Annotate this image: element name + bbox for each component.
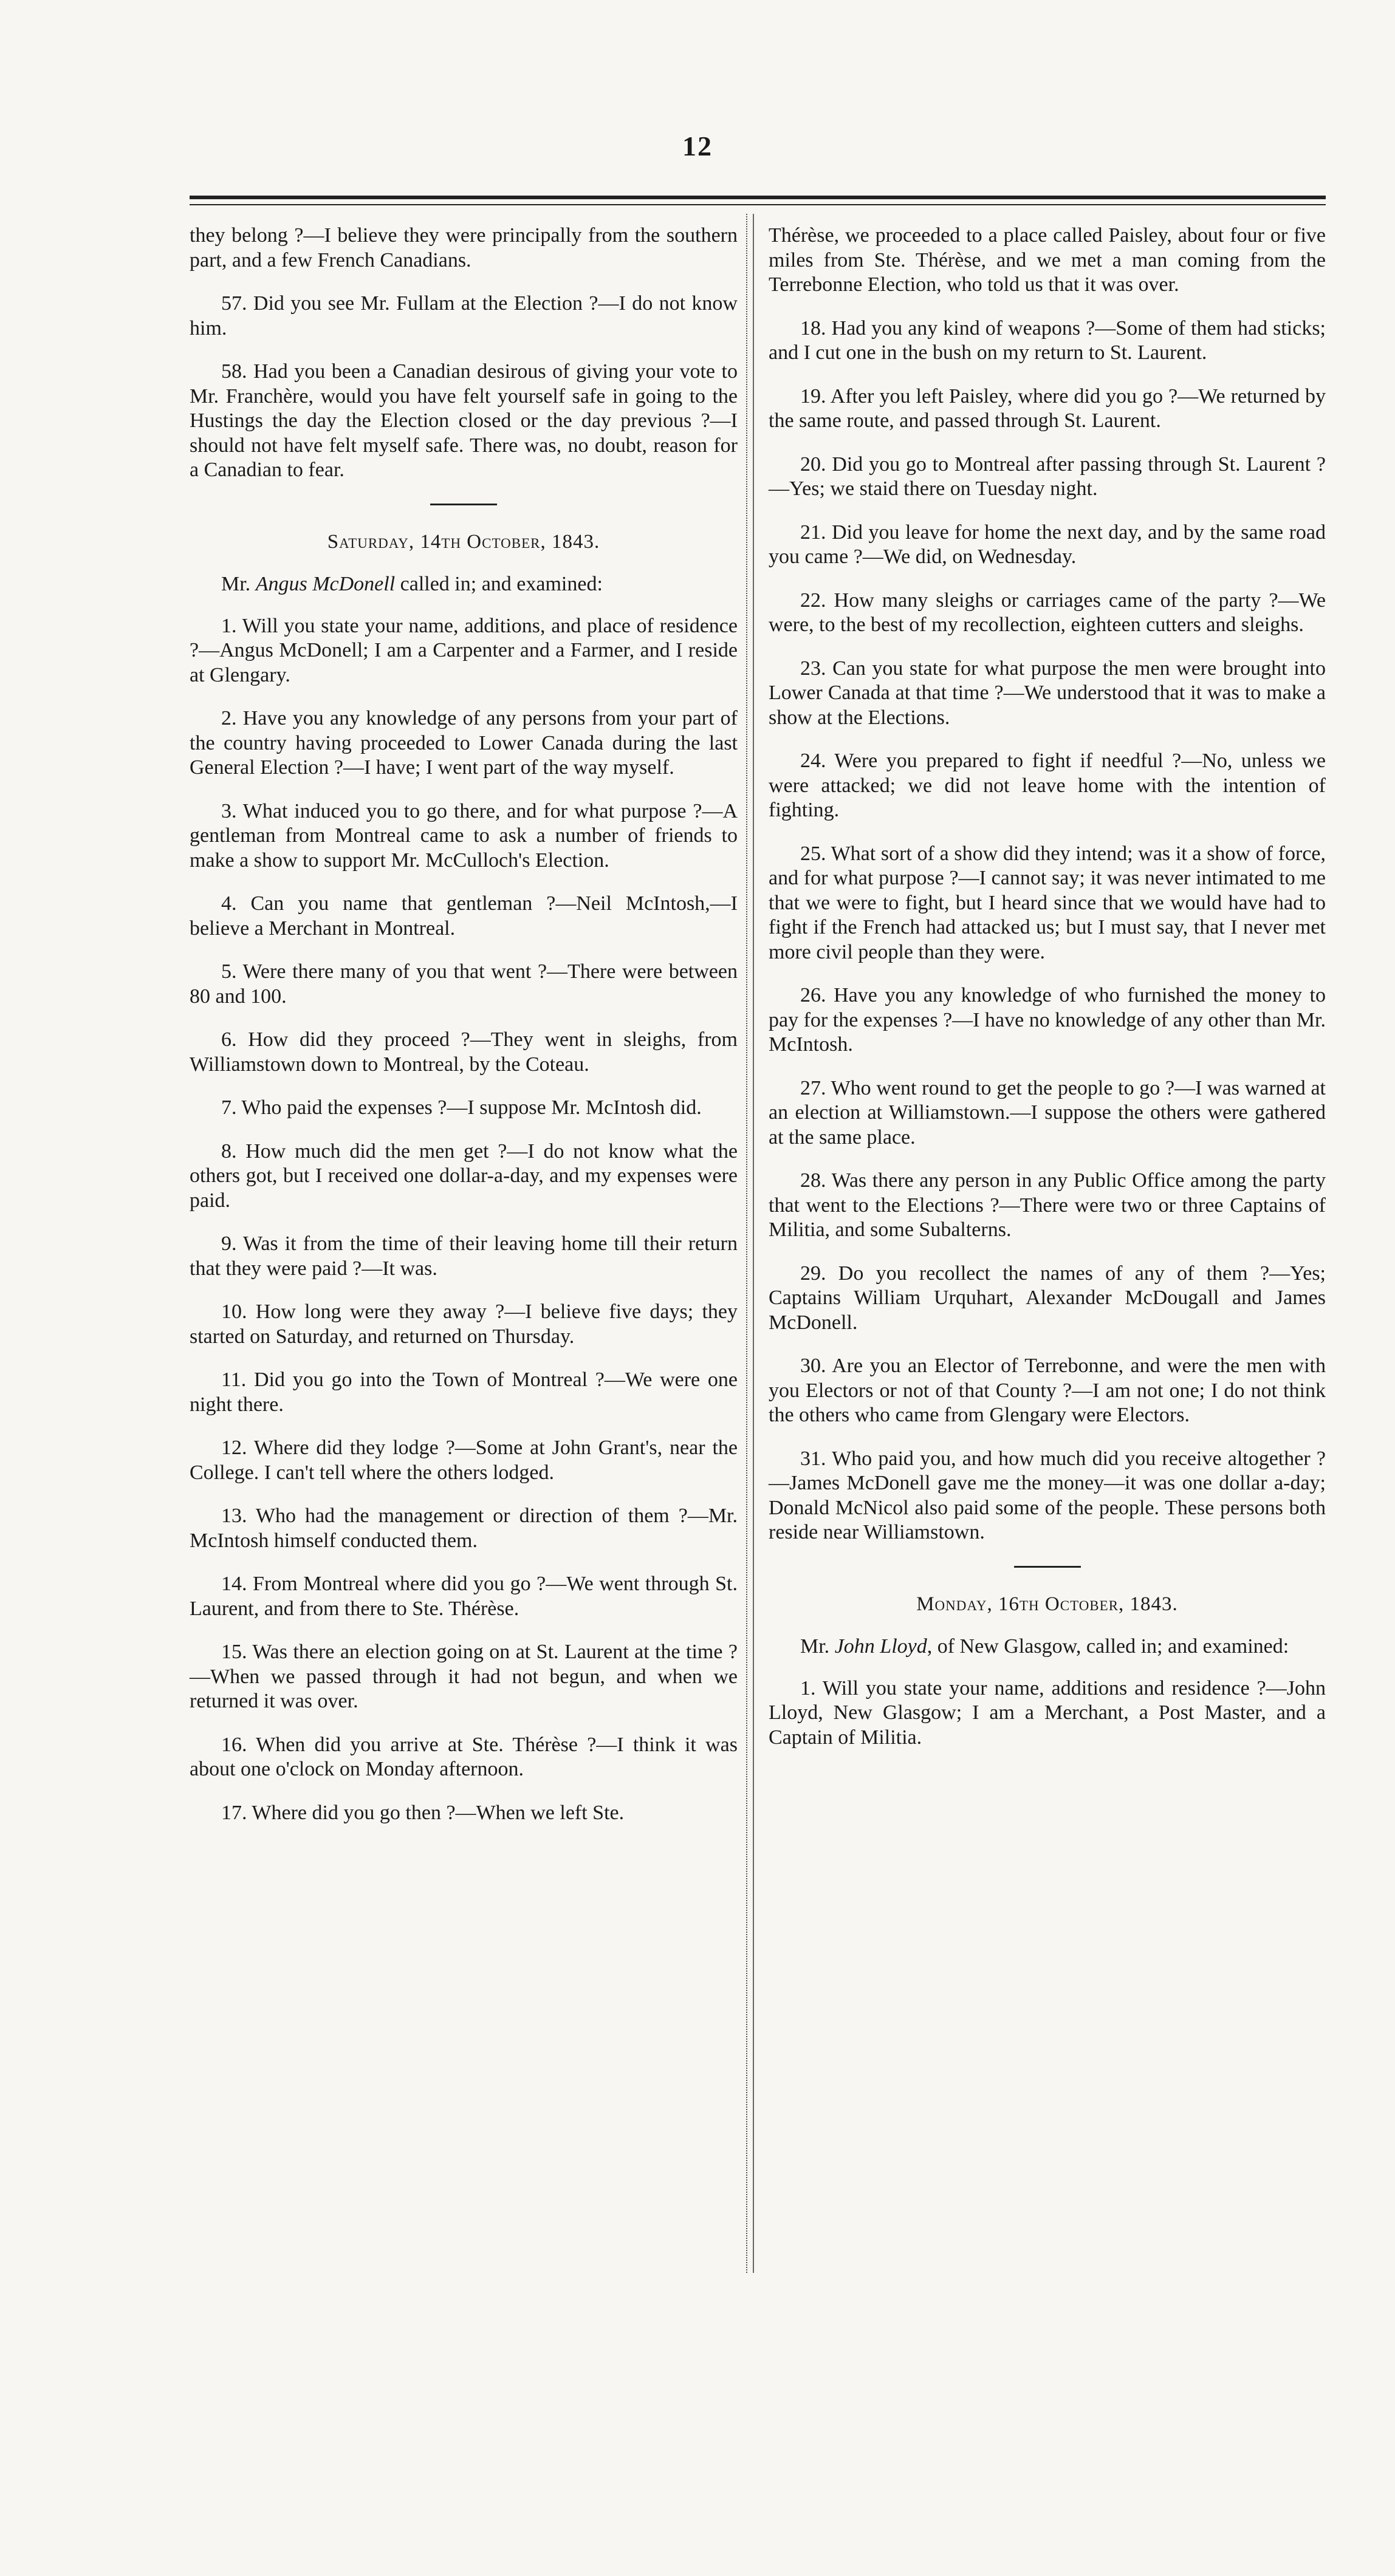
page-number: 12 [682, 131, 713, 162]
section-separator-rule [430, 504, 497, 505]
testimony-paragraph: 27. Who went round to get the people to go ?—I was warned at an election at Williamstown.—I suppose the others were gathered at the same place. [769, 1076, 1326, 1149]
witness-intro-prefix: Mr. [800, 1635, 835, 1658]
testimony-paragraph: 20. Did you go to Montreal after passing through St. Laurent ?—Yes; we staid there on Tuesday night. [769, 453, 1326, 500]
testimony-paragraph: 9. Was it from the time of their leaving home till their return that they were paid ?—It was. [190, 1232, 738, 1280]
section-heading [769, 1592, 1326, 1617]
section-separator-rule [1014, 1566, 1081, 1568]
witness-intro-suffix: called in; and examined: [395, 573, 603, 595]
testimony-paragraph: 1. Will you state your name, additions and residence ?—John Lloyd, New Glasgow; I am a Merchant, a Post Master, and a Captain of Militia. [769, 1676, 1326, 1749]
witness-name: John Lloyd [834, 1635, 927, 1658]
witness-intro [769, 1635, 1326, 1659]
testimony-paragraph: 2. Have you any knowledge of any persons from your part of the country having proceeded to Lower Canada during the last General Election ?—I have; I went part of the way myself. [190, 707, 738, 779]
testimony-paragraph: 23. Can you state for what purpose the men were brought into Lower Canada at that time ?—We understood that it was to make a show at the Elections. [769, 657, 1326, 729]
column-divider-solid [753, 214, 756, 2273]
testimony-paragraph: 10. How long were they away ?—I believe five days; they started on Saturday, and returned on Thursday. [190, 1300, 738, 1348]
testimony-paragraph: 28. Was there any person in any Public Office among the party that went to the Elections ?—There were two or three Captains of Militia, and some Subalterns. [769, 1169, 1326, 1241]
testimony-paragraph: 24. Were you prepared to fight if needful ?—No, unless we were attacked; we did not leave home with the intention of fighting. [769, 750, 1326, 821]
testimony-paragraph: 1. Will you state your name, additions, and place of residence ?—Angus McDonell; I am a Carpenter and a Farmer, and I reside at Glengary. [190, 614, 738, 686]
testimony-paragraph: 31. Who paid you, and how much did you receive altogether ?—James McDonell gave me the money—it was one dollar a-day; Donald McNicol also paid some of the people. These persons both reside near Williamstown. [769, 1447, 1326, 1543]
testimony-paragraph: 21. Did you leave for home the next day, and by the same road you came ?—We did, on Wednesday. [769, 521, 1326, 568]
testimony-paragraph: 3. What induced you to go there, and for what purpose ?—A gentleman from Montreal came to ask a number of friends to make a show to support Mr. McCulloch's Election. [190, 799, 738, 872]
testimony-paragraph: 16. When did you arrive at Ste. Thérèse ?—I think it was about one o'clock on Monday afternoon. [190, 1733, 738, 1780]
testimony-paragraph: 25. What sort of a show did they intend; was it a show of force, and for what purpose ?—I cannot say; it was never intimated to me that we were to fight, but I heard since that we would have had to fight if the French had attacked us; but I must say, that I never met more civil people than they were. [769, 842, 1326, 963]
testimony-paragraph: 26. Have you any knowledge of who furnished the money to pay for the expenses ?—I have no knowledge of any other than Mr. McIntosh. [769, 984, 1326, 1056]
testimony-paragraph: 11. Did you go into the Town of Montreal ?—We were one night there. [190, 1368, 738, 1416]
testimony-paragraph: Thérèse, we proceeded to a place called Paisley, about four or five miles from Ste. Thérèse, and we met a man coming from the Terrebonne Election, who told us that it was over. [769, 224, 1326, 296]
left-column [190, 224, 738, 1844]
testimony-paragraph: 15. Was there an election going on at St. Laurent at the time ?—When we passed through it had not begun, and when we returned it was over. [190, 1641, 738, 1712]
header-rule-thin [190, 204, 1326, 205]
testimony-paragraph: 5. Were there many of you that went ?—There were between 80 and 100. [190, 960, 738, 1008]
testimony-paragraph: they belong ?—I believe they were principally from the southern part, and a few French Canadians. [190, 224, 738, 272]
testimony-paragraph: 19. After you left Paisley, where did you go ?—We returned by the same route, and passed through St. Laurent. [769, 384, 1326, 432]
testimony-paragraph: 14. From Montreal where did you go ?—We went through St. Laurent, and from there to Ste. Thérèse. [190, 1573, 738, 1620]
testimony-paragraph: 57. Did you see Mr. Fullam at the Election ?—I do not know him. [190, 292, 738, 340]
column-divider-dotted [746, 214, 750, 2273]
header-rule-thick [190, 196, 1326, 199]
testimony-paragraph: 30. Are you an Elector of Terrebonne, and were the men with you Electors or not of that County ?—I am not one; I do not think the others who came from Glengary were Electors. [769, 1355, 1326, 1426]
section-heading-text: Monday, 16th October, 1843. [916, 1593, 1178, 1615]
testimony-paragraph: 6. How did they proceed ?—They went in sleighs, from Williamstown down to Montreal, by the Coteau. [190, 1028, 738, 1076]
testimony-paragraph: 4. Can you name that gentleman ?—Neil McIntosh,—I believe a Merchant in Montreal. [190, 892, 738, 940]
testimony-paragraph: 29. Do you recollect the names of any of them ?—Yes; Captains William Urquhart, Alexander McDougall and James McDonell. [769, 1262, 1326, 1334]
testimony-paragraph: 12. Where did they lodge ?—Some at John Grant's, near the College. I can't tell where the others lodged. [190, 1437, 738, 1484]
testimony-paragraph: 18. Had you any kind of weapons ?—Some of them had sticks; and I cut one in the bush on my return to St. Laurent. [769, 316, 1326, 364]
testimony-paragraph: 8. How much did the men get ?—I do not know what the others got, but I received one dollar-a-day, and my expenses were paid. [190, 1139, 738, 1212]
testimony-paragraph: 13. Who had the management or direction of them ?—Mr. McIntosh himself conducted them. [190, 1505, 738, 1552]
witness-intro-prefix: Mr. [221, 573, 256, 595]
right-column [769, 224, 1326, 1769]
section-heading-text: Saturday, 14th October, 1843. [327, 530, 600, 553]
witness-intro-suffix: , of New Glasgow, called in; and examined: [927, 1635, 1289, 1658]
section-heading [190, 530, 738, 555]
testimony-paragraph: 7. Who paid the expenses ?—I suppose Mr. McIntosh did. [221, 1096, 702, 1119]
witness-intro [190, 572, 738, 597]
testimony-paragraph: 17. Where did you go then ?—When we left Ste. [221, 1801, 625, 1824]
testimony-paragraph: 58. Had you been a Canadian desirous of giving your vote to Mr. Franchère, would you have felt yourself safe in going to the Hustings the day the Election closed or the day previous ?—I should not have felt myself safe. There was, no doubt, reason for a Canadian to fear. [190, 360, 738, 481]
witness-name: Angus McDonell [255, 573, 396, 595]
testimony-paragraph: 22. How many sleighs or carriages came of the party ?—We were, to the best of my recollection, eighteen cutters and sleighs. [769, 589, 1326, 636]
